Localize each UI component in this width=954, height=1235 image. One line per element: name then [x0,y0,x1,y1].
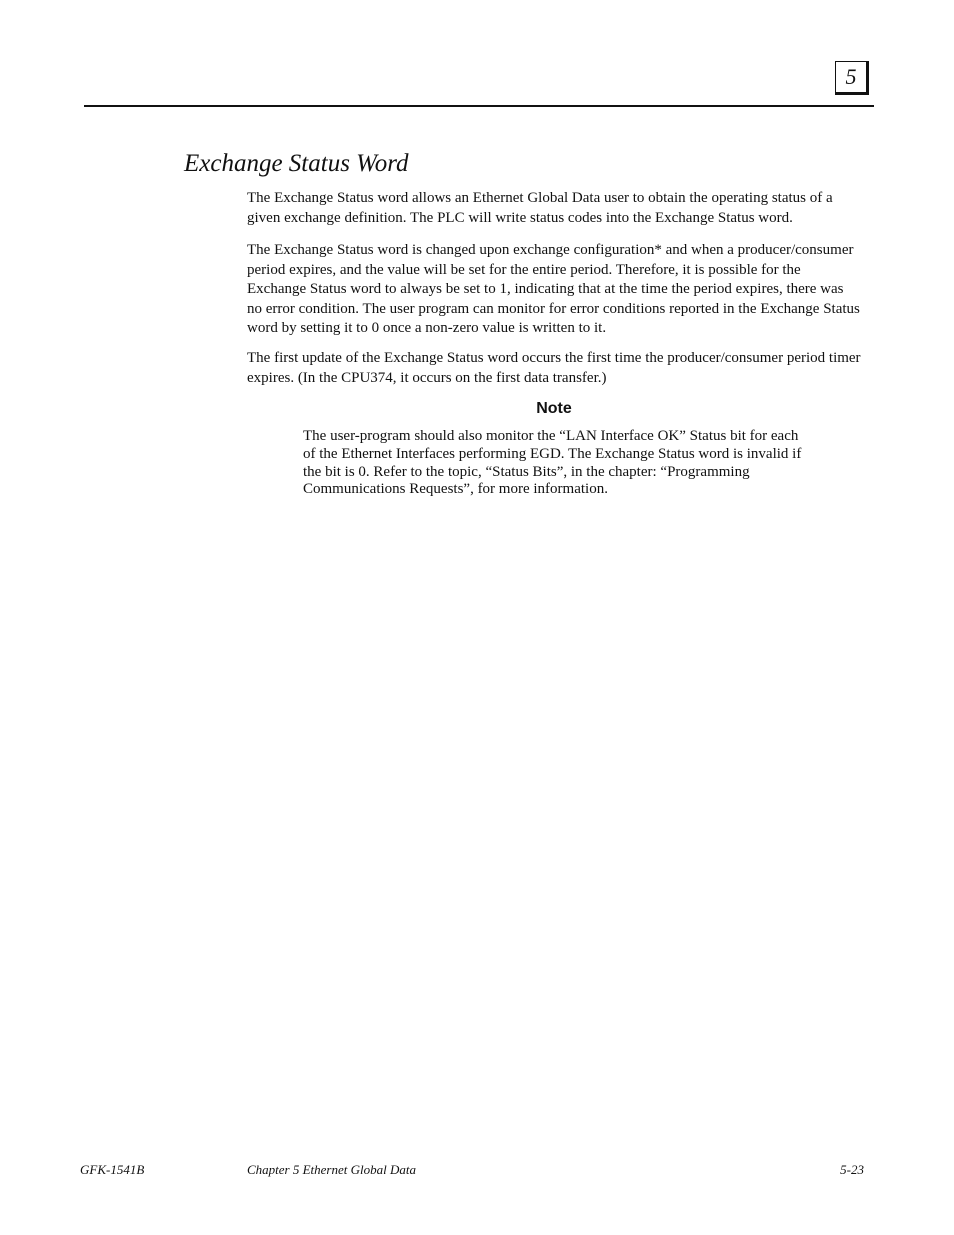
header-rule [84,105,874,107]
note-heading: Note [536,400,572,417]
paragraph-3: The first update of the Exchange Status word occurs the first time the producer/consumer period timer expires. (In the CPU374, it occurs on the first data transfer.) [247,350,861,386]
note-text: The user-program should also monitor the “LAN Interface OK” Status bit for each of the Ethernet Interfaces performing EGD. The Exchange Status word is invalid if the bit is 0. Refer to the topic, “Status Bits”, in the chapter: “Programming Communications Requests”, for more information. [303,428,802,498]
paragraph-2: The Exchange Status word is changed upon exchange configuration* and when a producer/consumer period expires, and the value will be set for the entire period. Therefore, it is possible for the Exchange Status word to always be set to 1, indicating that at the time the period expires, there was no error condition. The user program can monitor for error conditions reported in the Exchange Status word by setting it to 0 once a non-zero value is written to it. [247,242,860,337]
chapter-number: 5 [845,64,857,89]
paragraph-1: The Exchange Status word allows an Ethernet Global Data user to obtain the operating status of a given exchange definition. The PLC will write status codes into the Exchange Status word. [247,190,833,226]
footer-doc-id: GFK-1541B [80,1162,145,1177]
section-title: Exchange Status Word [184,150,409,177]
footer-page-number: 5-23 [840,1162,864,1177]
chapter-number-box [835,61,869,95]
footer-chapter: Chapter 5 Ethernet Global Data [247,1162,416,1177]
